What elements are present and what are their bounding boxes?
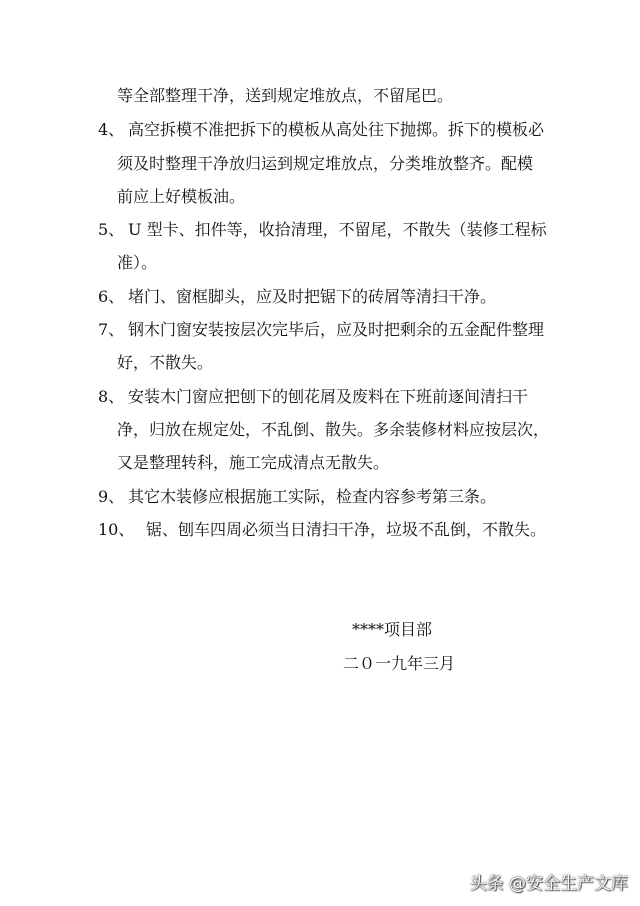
signature-date: 二０一九年三月 [343, 654, 456, 673]
item-5-line-2: 准）。 [117, 253, 158, 272]
continuation-line: 等全部整理干净，送到规定堆放点，不留尾巴。 [117, 86, 454, 105]
item-6-number: 6、 [98, 287, 125, 306]
item-8-line-3: 又是整理转科，施工完成清点无散失。 [117, 453, 390, 472]
item-9-number: 9、 [98, 487, 125, 506]
item-4-line-3: 前应上好模板油。 [117, 187, 246, 206]
item-4-line-1: 高空拆模不准把拆下的模板从高处往下抛掷。拆下的模板必 [128, 120, 545, 139]
item-9-line-1: 其它木装修应根据施工实际，检查内容参考第三条。 [128, 487, 497, 506]
signature-department: ****项目部 [352, 620, 433, 639]
item-5-number: 5、 [98, 220, 125, 239]
item-8-line-2: 净，归放在规定处，不乱倒、散失。多余装修材料应按层次， [117, 420, 550, 439]
item-8-number: 8、 [98, 387, 125, 406]
watermark-text: 头条 @安全生产文库 [469, 874, 628, 894]
item-10-number: 10、 [98, 520, 135, 539]
item-6-line-1: 堵门、窗框脚头，应及时把锯下的砖屑等清扫干净。 [128, 287, 497, 306]
item-8-line-1: 安装木门窗应把刨下的刨花屑及废料在下班前逐间清扫干 [128, 387, 529, 406]
item-10-line-1: 锯、刨车四周必须当日清扫干净，垃圾不乱倒，不散失。 [146, 520, 547, 539]
item-4-number: 4、 [98, 120, 125, 139]
item-7-line-1: 钢木门窗安装按层次完毕后，应及时把剩余的五金配件整理 [128, 320, 545, 339]
item-5-line-1: U 型卡、扣件等，收拾清理，不留尾，不散失（装修工程标 [128, 220, 547, 239]
item-7-number: 7、 [98, 320, 125, 339]
item-7-line-2: 好，不散失。 [117, 353, 214, 372]
item-4-line-2: 须及时整理干净放归运到规定堆放点，分类堆放整齐。配模 [117, 154, 534, 173]
